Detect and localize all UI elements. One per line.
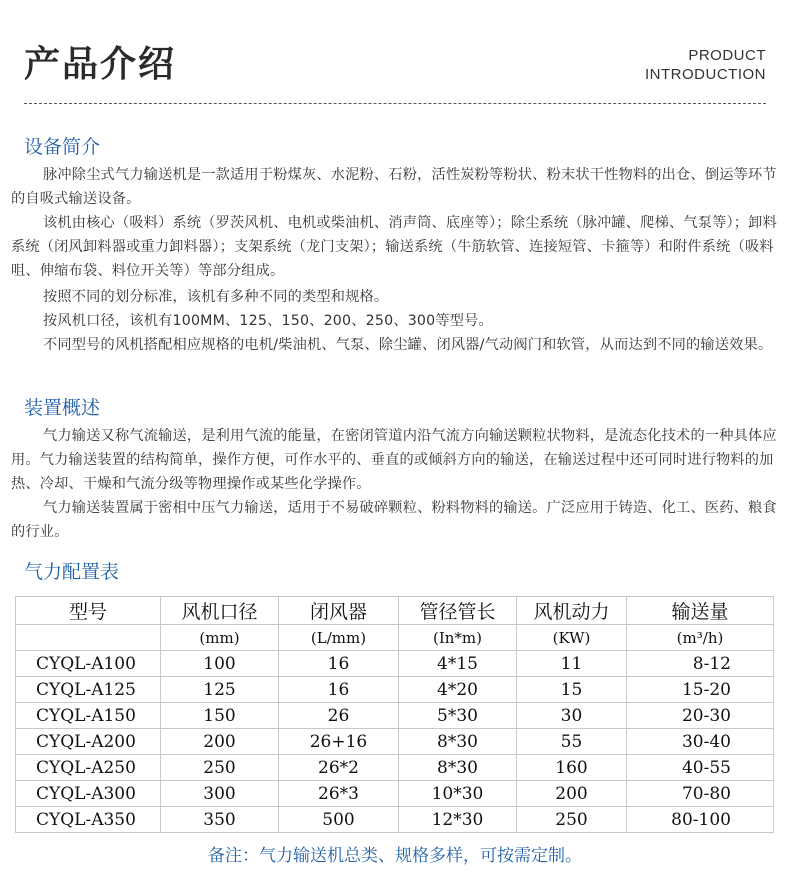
table-cell: CYQL-A250	[16, 755, 161, 781]
table-cell: 12*30	[399, 807, 517, 833]
table-cell: CYQL-A125	[16, 677, 161, 703]
table-cell: 200	[517, 781, 627, 807]
table-cell: 500	[279, 807, 399, 833]
table-cell: 26*3	[279, 781, 399, 807]
config-table-wrapper	[15, 596, 773, 832]
table-cell: 26*2	[279, 755, 399, 781]
table-cell: 26	[279, 703, 399, 729]
table-header-row	[16, 597, 774, 625]
unit-cell: (KW)	[517, 625, 627, 651]
table-cell: 4*20	[399, 677, 517, 703]
table-cell: CYQL-A100	[16, 651, 161, 677]
table-cell: 8*30	[399, 729, 517, 755]
table-cell: 16	[279, 651, 399, 677]
intro-paragraph: 该机由核心（吸料）系统（罗茨风机、电机或柴油机、消声筒、底座等）；除尘系统（脉冲罐、爬梯、气泵等）；卸料系统（闭风卸料器或重力卸料器）；支架系统（龙门支架）；输送系统（牛筋软管、连接短管、卡箍等）和附件系统（吸料咀、伸缩布袋、料位开关等）等部分组成。	[11, 215, 777, 279]
table-row	[16, 807, 774, 833]
table-cell: 30-40	[627, 729, 774, 755]
table-cell: 100	[161, 651, 279, 677]
section-title-overview: 装置概述	[24, 397, 101, 419]
table-cell: 300	[161, 781, 279, 807]
column-header-fan-power: 风机动力	[517, 597, 627, 625]
table-cell: 200	[161, 729, 279, 755]
table-cell: 4*15	[399, 651, 517, 677]
english-title	[645, 46, 766, 84]
table-cell: 15	[517, 677, 627, 703]
table-unit-row	[16, 625, 774, 651]
table-cell: 26+16	[279, 729, 399, 755]
section-title-intro: 设备简介	[24, 136, 101, 158]
table-cell: 40-55	[627, 755, 774, 781]
table-cell: CYQL-A150	[16, 703, 161, 729]
intro-paragraph: 按照不同的划分标准，该机有多种不同的类型和规格。	[43, 289, 389, 305]
column-header-model: 型号	[16, 597, 161, 625]
table-row	[16, 677, 774, 703]
table-cell: 11	[517, 651, 627, 677]
table-cell: 250	[161, 755, 279, 781]
unit-cell: (mm)	[161, 625, 279, 651]
table-cell: 8-12	[627, 651, 774, 677]
intro-paragraph: 按风机口径，该机有100MM、125、150、200、250、300等型号。	[43, 313, 493, 329]
table-cell: CYQL-A300	[16, 781, 161, 807]
unit-cell: (m³/h)	[627, 625, 774, 651]
overview-paragraph: 气力输送又称气流输送，是利用气流的能量，在密闭管道内沿气流方向输送颗粒状物料，是流态化技术的一种具体应用。气力输送装置的结构简单，操作方便，可作水平的、垂直的或倾斜方向的输送，在输送过程中还可同时进行物料的加热、冷却、干燥和气流分级等物理操作或某些化学操作。	[11, 428, 777, 492]
table-cell: CYQL-A200	[16, 729, 161, 755]
page-header	[0, 0, 790, 110]
column-header-airlock: 闭风器	[279, 597, 399, 625]
table-cell: 70-80	[627, 781, 774, 807]
unit-cell	[16, 625, 161, 651]
column-header-pipe: 管径管长	[399, 597, 517, 625]
column-header-capacity: 输送量	[627, 597, 774, 625]
table-row	[16, 781, 774, 807]
table-cell: 30	[517, 703, 627, 729]
table-cell: CYQL-A350	[16, 807, 161, 833]
section-title-config: 气力配置表	[24, 561, 120, 583]
overview-paragraph: 气力输送装置属于密相中压气力输送，适用于不易破碎颗粒、粉料物料的输送。广泛应用于铸造、化工、医药、粮食的行业。	[11, 500, 777, 540]
table-cell: 20-30	[627, 703, 774, 729]
table-body	[16, 651, 774, 833]
intro-paragraph: 脉冲除尘式气力输送机是一款适用于粉煤灰、水泥粉、石粉，活性炭粉等粉状、粉末状干性物料的出仓、倒运等环节的自吸式输送设备。	[11, 167, 777, 207]
table-cell: 125	[161, 677, 279, 703]
table-row	[16, 729, 774, 755]
unit-cell: (In*m)	[399, 625, 517, 651]
english-title-line-1: PRODUCT	[688, 47, 766, 64]
page-title: 产品介绍	[24, 44, 177, 85]
unit-cell: (L/mm)	[279, 625, 399, 651]
intro-paragraph: 不同型号的风机搭配相应规格的电机/柴油机、气泵、除尘罐、闭风器/气动阀门和软管，从而达到不同的输送效果。	[43, 337, 773, 353]
column-header-fan-diameter: 风机口径	[161, 597, 279, 625]
footnote: 备注：气力输送机总类、规格多样，可按需定制。	[208, 846, 582, 866]
config-table	[15, 596, 774, 833]
table-cell: 350	[161, 807, 279, 833]
table-cell: 250	[517, 807, 627, 833]
table-cell: 80-100	[627, 807, 774, 833]
table-cell: 10*30	[399, 781, 517, 807]
table-cell: 8*30	[399, 755, 517, 781]
table-row	[16, 755, 774, 781]
table-cell: 16	[279, 677, 399, 703]
english-title-line-2: INTRODUCTION	[645, 66, 766, 83]
table-cell: 150	[161, 703, 279, 729]
table-cell: 55	[517, 729, 627, 755]
table-row	[16, 651, 774, 677]
table-cell: 160	[517, 755, 627, 781]
header-divider	[24, 103, 766, 104]
table-row	[16, 703, 774, 729]
table-cell: 5*30	[399, 703, 517, 729]
table-cell: 15-20	[627, 677, 774, 703]
